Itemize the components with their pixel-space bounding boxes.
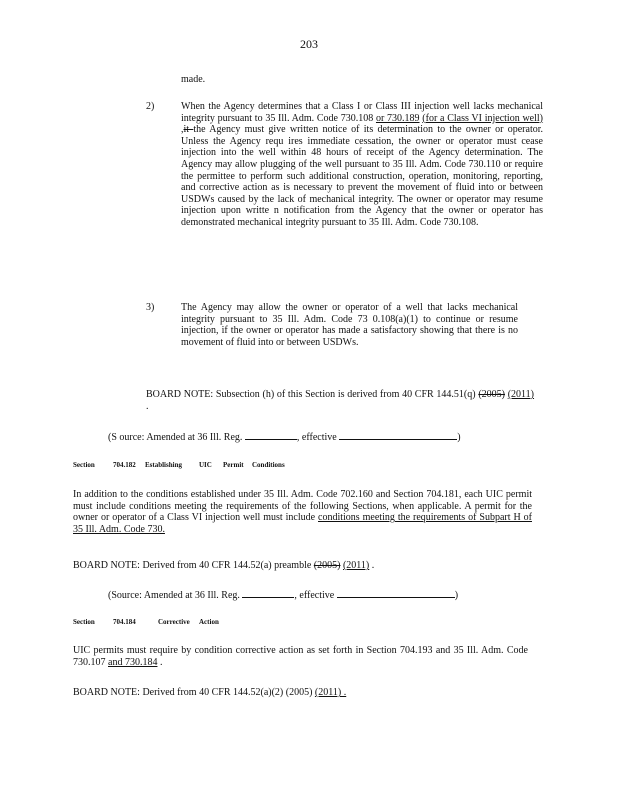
blank-line — [242, 588, 294, 598]
inserted-text: or 730.189 — [375, 112, 420, 124]
blank-line — [337, 588, 455, 598]
board-note-1: BOARD NOTE: Subsection (h) of this Section is derived from 40 CFR 144.51(q) (2005) (2011) . — [146, 389, 535, 412]
continued-text: made. — [181, 74, 206, 85]
page-number: 203 — [300, 37, 318, 51]
inserted-text: (2011) — [507, 389, 535, 400]
board-note-2: BOARD NOTE: Derived from 40 CFR 144.52(a) preamble (2005) (2011) . — [73, 560, 375, 571]
item-2-paragraph: When the Agency determines that a Class I or Class III injection well lacks mechanical integrity pursuant to 35 Ill. Adm. Code 730.108 or 730.189 (for a Class VI injection well) ,it the Agency must give written notice of its determination to the owner or operator. Unless the Agency requ ires immediate cessation, the owner or operator must cease injection into the well within 48 hours of receipt of the Agency determination. The Agency may allow plugging of the well pursuant to 35 Ill. Adm. Code 730.110 or require the permittee to perform such additional construction, operation, monitoring, reporting, and corrective action as is necessary to prevent the movement of fluid into or between USDWs caused by the lack of mechanical integrity. The owner or operator may resume injection upon writte n notification from the Agency that the owner or operator has demonstrated mechanical integrity pursuant to 35 Ill. Adm. Code 730.108. — [181, 101, 544, 228]
deleted-text: (2005) — [313, 560, 341, 571]
section-heading-704-182: Section 704.182 Establishing UIC Permit Conditions — [73, 461, 285, 469]
inserted-text: (2011) — [342, 560, 370, 571]
section-184-paragraph: UIC permits must require by condition corrective action as set forth in Section 704.193 and 35 Ill. Adm. Code 730.107 and 730.184 . — [73, 645, 528, 668]
deleted-text: it — [183, 124, 194, 136]
inserted-text: and 730.184 — [108, 656, 158, 668]
blank-line — [339, 430, 457, 440]
inserted-text: (for a Class VI injection well) — [422, 112, 544, 124]
item-2-number: 2) — [146, 101, 155, 112]
deleted-text: (2005) — [478, 389, 505, 400]
inserted-text: (2011) . — [314, 687, 347, 698]
section-182-paragraph: In addition to the conditions established under 35 Ill. Adm. Code 702.160 and Section 704.181, each UIC permit must include conditions meeting the requirements of the following Sections, when applicable. A permit for the owner or operator of a Class VI injection well must include conditions meeting the requirements of Subpart H of 35 Ill. Adm. Code 730. — [73, 489, 532, 535]
source-line-1: (S ource: Amended at 36 Ill. Reg. , effective ) — [108, 432, 461, 443]
section-heading-704-184: Section 704.184 Corrective Action — [73, 618, 219, 626]
item-3-paragraph: The Agency may allow the owner or operator of a well that lacks mechanical integrity pursuant to 35 Ill. Adm. Code 73 0.108(a)(1) to continue or resume injection, if the owner or operator has made a satisfactory showing that there is no movement of fluid into or between USDWs. — [181, 302, 518, 348]
source-line-2: (Source: Amended at 36 Ill. Reg. , effective ) — [108, 590, 459, 601]
inserted-text: conditions meeting the requirements of Subpart H of 35 Ill. Adm. Code 730. — [73, 512, 532, 535]
blank-line — [245, 430, 297, 440]
item-3-number: 3) — [146, 302, 155, 313]
board-note-3: BOARD NOTE: Derived from 40 CFR 144.52(a)(2) (2005) (2011) . — [73, 687, 347, 698]
